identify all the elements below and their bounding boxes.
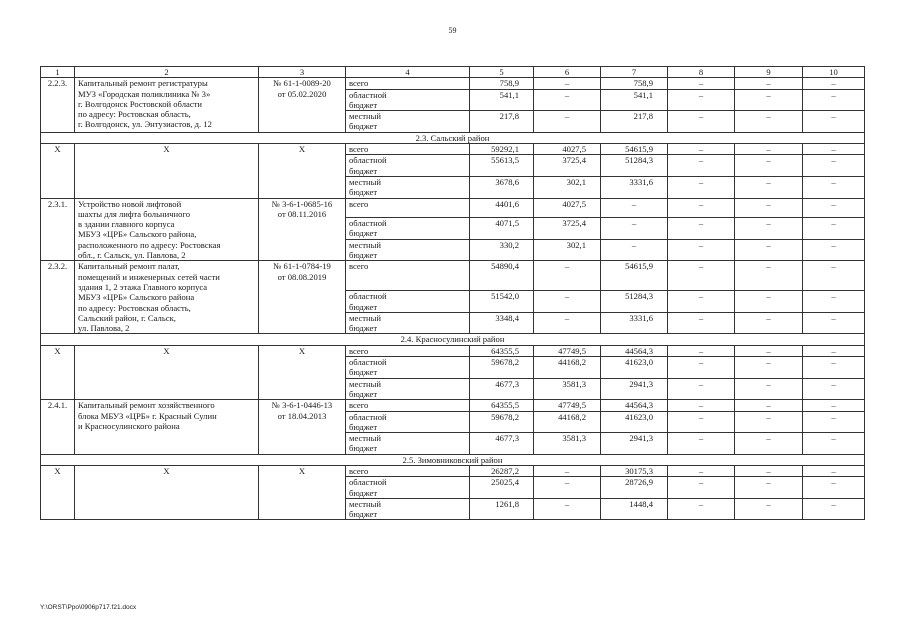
value-c8: –: [668, 345, 735, 356]
item-name-line: МБУЗ «ЦРБ» Сальского района,: [78, 229, 197, 240]
value-c10: –: [803, 89, 865, 111]
value-c10: –: [803, 312, 865, 334]
funding-source-line: бюджет: [349, 323, 378, 334]
funding-source: [346, 261, 470, 291]
value-c8: –: [668, 498, 735, 520]
funding-source-line: всего: [349, 261, 369, 272]
value-c10: –: [803, 155, 865, 177]
value-c8: –: [668, 218, 735, 240]
funding-source-line: всего: [349, 465, 369, 476]
column-number: 10: [803, 67, 865, 78]
value-c9: –: [735, 218, 803, 240]
funding-source: [346, 198, 470, 218]
value-c7: 51284,3: [601, 291, 668, 313]
value-c10: –: [803, 357, 865, 379]
item-name-line: обл., г. Сальск, ул. Павлова, 2: [78, 250, 186, 261]
funding-source-line: местный: [349, 498, 382, 509]
value-c5: 59678,2: [470, 411, 534, 433]
document-line: от 05.02.2020: [277, 88, 327, 99]
value-c6: –: [534, 261, 601, 291]
value-c7: 41623,0: [601, 411, 668, 433]
value-c9: –: [735, 357, 803, 379]
value-c8: –: [668, 411, 735, 433]
funding-source-line: бюджет: [349, 99, 378, 110]
funding-source-line: всего: [349, 78, 369, 89]
funding-source: [346, 144, 470, 155]
value-c9: –: [735, 261, 803, 291]
value-c10: –: [803, 78, 865, 89]
column-number: 8: [668, 67, 735, 78]
document-number: [259, 78, 346, 132]
value-c9: –: [735, 176, 803, 198]
section-title: 2.3. Сальский район: [41, 132, 865, 143]
funding-source: [346, 465, 470, 476]
table-row: [41, 78, 865, 89]
value-c5: 51542,0: [470, 291, 534, 313]
table-row: [41, 345, 865, 356]
value-c8: –: [668, 378, 735, 400]
document-line: от 08.08.2019: [277, 271, 327, 282]
column-number: 6: [534, 67, 601, 78]
item-name: [75, 144, 259, 198]
item-name-line: здания 1, 2 этажа Главного корпуса: [78, 281, 208, 292]
value-c9: –: [735, 291, 803, 313]
item-name-line: в здании главного корпуса: [78, 219, 175, 230]
value-c7: 3331,6: [601, 176, 668, 198]
value-c9: –: [735, 198, 803, 218]
file-path: Y:\ORST\Ppo\0906p717.f21.docx: [40, 604, 137, 611]
value-c10: –: [803, 176, 865, 198]
table-row: [41, 198, 865, 218]
value-c9: –: [735, 155, 803, 177]
funding-source: [346, 378, 470, 400]
value-c7: 541,1: [601, 89, 668, 111]
funding-source: [346, 498, 470, 520]
item-name: [75, 261, 259, 334]
value-c5: 64355,5: [470, 345, 534, 356]
value-c8: –: [668, 155, 735, 177]
value-c5: 758,9: [470, 78, 534, 89]
section-row: [41, 454, 865, 465]
item-name: [75, 345, 259, 399]
item-name-line: блока МБУЗ «ЦРБ» г. Красный Сулин: [78, 410, 217, 421]
funding-source: [346, 411, 470, 433]
item-name-line: Х: [163, 345, 170, 356]
funding-source-line: областной: [349, 357, 387, 368]
page-number: 59: [448, 26, 457, 35]
funding-source-line: областной: [349, 155, 387, 166]
section-row: [41, 334, 865, 345]
funding-source: [346, 239, 470, 261]
value-c9: –: [735, 312, 803, 334]
value-c7: –: [601, 239, 668, 261]
value-c9: –: [735, 378, 803, 400]
funding-source-line: местный: [349, 111, 382, 122]
value-c6: –: [534, 312, 601, 334]
item-name-line: Капитальный ремонт палат,: [78, 261, 180, 272]
value-c7: –: [601, 198, 668, 218]
funding-source-line: областной: [349, 291, 387, 302]
funding-source: [346, 176, 470, 198]
column-number-row: [41, 67, 865, 78]
column-number: 3: [259, 67, 346, 78]
section-row: [41, 132, 865, 143]
funding-source: [346, 357, 470, 379]
document-number: [259, 198, 346, 261]
funding-source-line: местный: [349, 312, 382, 323]
document-number: [259, 144, 346, 198]
value-c8: –: [668, 239, 735, 261]
value-c5: 4071,5: [470, 218, 534, 240]
table-row: [41, 400, 865, 411]
value-c10: –: [803, 400, 865, 411]
value-c10: –: [803, 411, 865, 433]
table-row: [41, 261, 865, 291]
document-line: № 3-6-1-0446-13: [271, 400, 333, 411]
value-c8: –: [668, 357, 735, 379]
item-name-line: по адресу: Ростовская область,: [78, 302, 191, 313]
funding-source: [346, 433, 470, 455]
item-code: Х: [41, 345, 75, 399]
value-c5: 4677,3: [470, 378, 534, 400]
value-c5: 3678,6: [470, 176, 534, 198]
value-c7: 51284,3: [601, 155, 668, 177]
document-line: Х: [298, 144, 306, 155]
value-c6: 44168,2: [534, 357, 601, 379]
item-name: [75, 78, 259, 132]
value-c6: –: [534, 477, 601, 499]
value-c9: –: [735, 239, 803, 261]
value-c7: 41623,0: [601, 357, 668, 379]
item-name-line: Сальский район, г. Сальск,: [78, 312, 176, 323]
item-code: 2.3.1.: [41, 198, 75, 261]
item-name-line: по адресу: Ростовская область,: [78, 109, 191, 120]
document-line: № 61-1-0784-19: [273, 261, 331, 272]
value-c10: –: [803, 218, 865, 240]
value-c8: –: [668, 400, 735, 411]
value-c7: 758,9: [601, 78, 668, 89]
funding-source: [346, 155, 470, 177]
value-c9: –: [735, 89, 803, 111]
document-line: № 3-6-1-0685-16: [271, 198, 333, 209]
funding-source-line: местный: [349, 239, 382, 250]
funding-source-line: бюджет: [349, 388, 378, 399]
item-name-line: ул. Павлова, 2: [78, 323, 130, 334]
budget-table: [40, 66, 865, 520]
value-c7: 28726,9: [601, 477, 668, 499]
value-c5: 4677,3: [470, 433, 534, 455]
value-c10: –: [803, 345, 865, 356]
value-c9: –: [735, 400, 803, 411]
item-name-line: Х: [163, 144, 170, 155]
value-c8: –: [668, 477, 735, 499]
value-c10: –: [803, 239, 865, 261]
value-c6: 3725,4: [534, 218, 601, 240]
value-c7: 54615,9: [601, 261, 668, 291]
item-name-line: расположенного по адресу: Ростовская: [78, 239, 221, 250]
column-number: 4: [346, 67, 470, 78]
value-c9: –: [735, 345, 803, 356]
value-c8: –: [668, 291, 735, 313]
item-name-line: Капитальный ремонт регистратуры: [78, 78, 208, 89]
value-c7: 1448,4: [601, 498, 668, 520]
funding-source: [346, 312, 470, 334]
funding-source: [346, 291, 470, 313]
document-number: [259, 465, 346, 519]
value-c8: –: [668, 78, 735, 89]
value-c8: –: [668, 312, 735, 334]
value-c10: –: [803, 465, 865, 476]
funding-source-line: областной: [349, 89, 387, 100]
value-c9: –: [735, 144, 803, 155]
value-c10: –: [803, 433, 865, 455]
item-name-line: шахты для лифта больничного: [78, 208, 191, 219]
value-c9: –: [735, 498, 803, 520]
value-c5: 25025,4: [470, 477, 534, 499]
funding-source: [346, 218, 470, 240]
value-c7: 44564,3: [601, 400, 668, 411]
value-c7: 217,8: [601, 111, 668, 133]
funding-source: [346, 78, 470, 89]
funding-source-line: бюджет: [349, 487, 378, 498]
value-c5: 55613,5: [470, 155, 534, 177]
value-c6: 47749,5: [534, 400, 601, 411]
funding-source-line: бюджет: [349, 187, 378, 198]
value-c5: 64355,5: [470, 400, 534, 411]
funding-source: [346, 400, 470, 411]
item-name-line: г. Волгодонск Ростовской области: [78, 98, 202, 109]
item-name-line: Х: [163, 465, 170, 476]
value-c6: –: [534, 291, 601, 313]
value-c6: 47749,5: [534, 345, 601, 356]
value-c10: –: [803, 111, 865, 133]
item-name-line: Капитальный ремонт хозяйственного: [78, 400, 215, 411]
value-c10: –: [803, 378, 865, 400]
table-row: [41, 465, 865, 476]
value-c6: 3725,4: [534, 155, 601, 177]
document-line: от 18.04.2013: [277, 410, 327, 421]
funding-source-line: бюджет: [349, 443, 378, 454]
value-c8: –: [668, 144, 735, 155]
document-line: от 08.11.2016: [277, 208, 327, 219]
funding-source-line: бюджет: [349, 228, 378, 239]
value-c5: 541,1: [470, 89, 534, 111]
funding-source-line: всего: [349, 198, 369, 209]
value-c9: –: [735, 111, 803, 133]
value-c7: 2941,3: [601, 433, 668, 455]
item-name: [75, 400, 259, 454]
value-c6: 4027,5: [534, 198, 601, 218]
funding-source-line: бюджет: [349, 250, 378, 261]
funding-source-line: бюджет: [349, 301, 378, 312]
value-c10: –: [803, 144, 865, 155]
document-line: Х: [298, 345, 306, 356]
funding-source-line: областной: [349, 218, 387, 229]
value-c6: 302,1: [534, 176, 601, 198]
value-c6: –: [534, 89, 601, 111]
item-code: 2.2.3.: [41, 78, 75, 132]
funding-source-line: областной: [349, 411, 387, 422]
value-c6: 4027,5: [534, 144, 601, 155]
value-c10: –: [803, 261, 865, 291]
section-title: 2.4. Красносулинский район: [41, 334, 865, 345]
funding-source: [346, 111, 470, 133]
item-name: [75, 198, 259, 261]
table-row: [41, 144, 865, 155]
value-c9: –: [735, 411, 803, 433]
value-c10: –: [803, 291, 865, 313]
value-c5: 26287,2: [470, 465, 534, 476]
value-c5: 59292,1: [470, 144, 534, 155]
value-c7: 2941,3: [601, 378, 668, 400]
funding-source: [346, 89, 470, 111]
value-c5: 3348,4: [470, 312, 534, 334]
value-c6: –: [534, 498, 601, 520]
document-number: [259, 400, 346, 454]
funding-source-line: всего: [349, 400, 369, 411]
funding-source-line: всего: [349, 144, 369, 155]
funding-source-line: бюджет: [349, 421, 378, 432]
value-c7: 3331,6: [601, 312, 668, 334]
column-number: 7: [601, 67, 668, 78]
value-c7: 54615,9: [601, 144, 668, 155]
funding-source-line: бюджет: [349, 121, 378, 132]
value-c8: –: [668, 198, 735, 218]
value-c10: –: [803, 498, 865, 520]
funding-source-line: областной: [349, 477, 387, 488]
value-c6: –: [534, 111, 601, 133]
funding-source-line: местный: [349, 433, 382, 444]
item-name: [75, 465, 259, 519]
value-c6: –: [534, 465, 601, 476]
funding-source-line: бюджет: [349, 367, 378, 378]
value-c7: 44564,3: [601, 345, 668, 356]
value-c10: –: [803, 198, 865, 218]
value-c8: –: [668, 261, 735, 291]
value-c8: –: [668, 176, 735, 198]
value-c8: –: [668, 465, 735, 476]
column-number: 2: [75, 67, 259, 78]
value-c8: –: [668, 433, 735, 455]
document-number: [259, 345, 346, 399]
value-c5: 59678,2: [470, 357, 534, 379]
value-c6: –: [534, 78, 601, 89]
value-c6: 3581,3: [534, 378, 601, 400]
document-line: Х: [298, 465, 306, 476]
funding-source-line: местный: [349, 378, 382, 389]
value-c9: –: [735, 78, 803, 89]
item-name-line: г. Волгодонск, ул. Энтузиастов, д. 12: [78, 119, 212, 130]
value-c5: 4401,6: [470, 198, 534, 218]
value-c5: 217,8: [470, 111, 534, 133]
item-name-line: МУЗ «Городская поликлиника № 3»: [78, 88, 211, 99]
funding-source: [346, 345, 470, 356]
column-number: 9: [735, 67, 803, 78]
value-c5: 54890,4: [470, 261, 534, 291]
value-c9: –: [735, 477, 803, 499]
funding-source: [346, 477, 470, 499]
funding-source-line: всего: [349, 345, 369, 356]
funding-source-line: бюджет: [349, 509, 378, 520]
value-c5: 330,2: [470, 239, 534, 261]
item-name-line: Устройство новой лифтовой: [78, 198, 182, 209]
item-name-line: МБУЗ «ЦРБ» Сальского района: [78, 292, 195, 303]
value-c9: –: [735, 465, 803, 476]
value-c8: –: [668, 89, 735, 111]
funding-source-line: местный: [349, 176, 382, 187]
value-c6: 3581,3: [534, 433, 601, 455]
item-code: 2.4.1.: [41, 400, 75, 454]
value-c6: 44168,2: [534, 411, 601, 433]
document-line: № 61-1-0089-20: [273, 78, 331, 89]
value-c7: –: [601, 218, 668, 240]
funding-source-line: бюджет: [349, 165, 378, 176]
item-name-line: и Красносулинского района: [78, 420, 180, 431]
value-c6: 302,1: [534, 239, 601, 261]
value-c7: 30175,3: [601, 465, 668, 476]
document-number: [259, 261, 346, 334]
value-c10: –: [803, 477, 865, 499]
item-code: 2.3.2.: [41, 261, 75, 334]
section-title: 2.5. Зимовниковский район: [41, 454, 865, 465]
value-c5: 1261,8: [470, 498, 534, 520]
value-c8: –: [668, 111, 735, 133]
value-c9: –: [735, 433, 803, 455]
item-name-line: помещений и инженерных сетей части: [78, 271, 220, 282]
item-code: Х: [41, 144, 75, 198]
item-code: Х: [41, 465, 75, 519]
column-number: 5: [470, 67, 534, 78]
column-number: 1: [41, 67, 75, 78]
